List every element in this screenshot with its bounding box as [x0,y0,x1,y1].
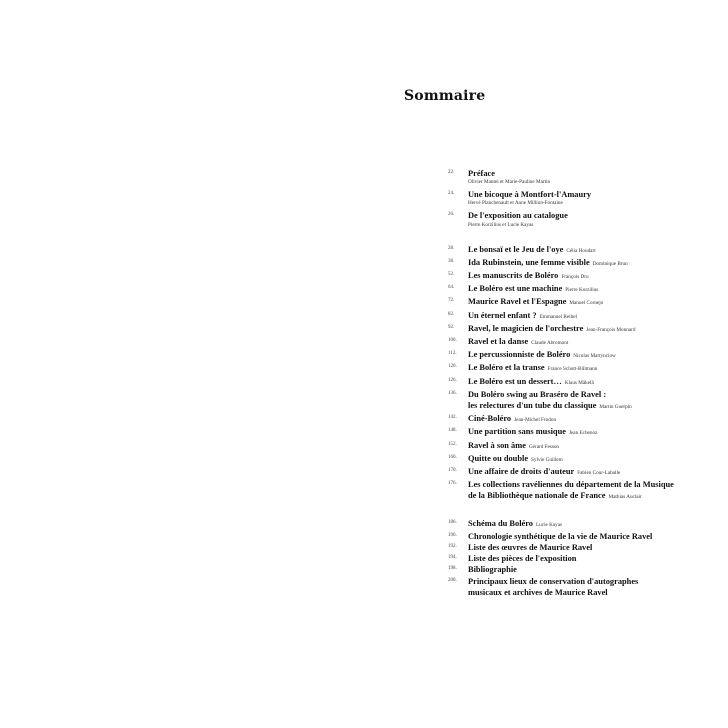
toc-entry-author: Claude Abromont [531,340,569,347]
toc-entry-title: Une affaire de droits d'auteur Fabien Cour-Laballe [468,467,621,477]
toc-entry-body [468,426,718,439]
toc-entry-title: Liste des pièces de l'exposition [468,554,577,564]
toc-entry-title: Ida Rubinstein, une femme visible Dominique Brun [468,257,628,267]
toc-entry-title: Bibliographie [468,565,517,575]
toc-entry-author: Nicolas Martynciow [573,353,616,360]
toc-entry-author: France Schott-Billmann [547,366,598,373]
toc-entry-author: Jean-Michel Frodon [514,417,557,424]
toc-entry [448,426,718,439]
toc-entry-title: Préface [468,169,495,178]
toc-entry-author: Martin Guerpin [599,404,632,411]
toc-entry [448,336,718,349]
toc-entry-body [468,336,718,349]
toc-entry-title: Le percussionniste de Boléro Nicolas Martynciow [468,350,616,360]
toc-entry [448,362,718,375]
toc-entry-author: Manuel Cornejo [569,300,604,307]
toc-entry-title: Schéma du Boléro Lucie Kayas [468,518,563,528]
toc-page-number: 38. [448,258,455,264]
toc-entry-author: Mathias Auclair [608,494,642,501]
toc-entry-body [468,349,718,362]
toc-page-number: 136. [448,390,457,396]
toc-entry-body [468,542,718,553]
toc-page-number: 190. [448,532,457,538]
toc-entry-body [468,389,718,413]
toc-entry-body [468,323,718,336]
toc-entry-title: Le Boléro est une machine Pierre Korzilius [468,284,599,294]
toc-entry-body [468,453,718,466]
toc-entry-author: Fabien Cour-Laballe [577,470,621,477]
toc-entry [448,518,718,531]
toc-entry-author: Hervé Planchenault et Anne Million-Fontaine [468,200,563,207]
toc-entry-title: Les collections ravéliennes du département de la Musique [468,480,674,490]
page-title: Sommaire [404,88,486,104]
toc-page-number: 52. [448,272,455,278]
toc-entry-body [468,362,718,375]
toc-page-number: 22. [448,170,455,175]
toc-entry-title: Du Boléro swing au Braséro de Ravel : [468,389,607,399]
toc-entry [448,466,718,479]
toc-page-number: 26. [448,212,455,218]
toc-entry-body [468,413,718,426]
toc-group-essays [448,244,718,504]
toc-entry-title: Chronologie synthétique de la vie de Maurice Ravel [468,531,653,541]
toc-entry-body [468,257,718,270]
toc-entry-body [468,270,718,283]
toc-entry [448,453,718,466]
toc-page-number: 200. [448,577,457,583]
toc-page-number: 100. [448,338,457,344]
toc-entry-body [468,553,718,564]
toc-entry-title: Une bicoque à Montfort-l'Amaury [468,190,592,200]
toc-entry-title: Le bonsaï et le Jeu de l'oye Célia Houdart [468,244,596,254]
toc-entry [448,440,718,453]
toc-entry-title: Une partition sans musique Jean Echenoz [468,427,598,437]
toc-entry-title: Ravel et la danse Claude Abromont [468,337,569,347]
toc-entry-body [468,466,718,479]
toc-entry-author: Olivier Mantei et Marie-Pauline Martin [468,179,551,186]
toc-entry-title-cont: les relectures d'un tube du classique Martin Guerpin [468,401,632,411]
toc-entry [448,376,718,389]
toc-entry [448,349,718,362]
toc-page-number: 160. [448,454,457,460]
toc-entry-body [468,531,718,542]
toc-entry [448,310,718,323]
toc-entry-body [468,479,718,503]
toc-entry [448,542,718,553]
toc-entry-title-cont: musicaux et archives de Maurice Ravel [468,587,608,597]
toc-entry-title: Un éternel enfant ? Emmanuel Reibel [468,310,577,320]
toc-entry-title: Liste des œuvres de Maurice Ravel [468,543,593,553]
toc-page-number: 148. [448,428,457,434]
toc-entry-title: Quitte ou double Sylvie Guillem [468,453,563,463]
toc-entry-author: Gérard Fesson [528,443,560,450]
toc-page-number: 82. [448,311,455,317]
toc-page-number: 198. [448,566,457,572]
toc-entry-title: Principaux lieux de conservation d'autographes [468,576,639,586]
toc-group-front-matter [448,168,718,229]
toc-entry-author: Klaus Mäkelä [564,379,594,386]
toc-page-number: 176. [448,481,457,487]
toc-entry-body [468,518,718,531]
toc-entry-author: Pierre Korzilius [565,287,599,294]
toc-page-number: 92. [448,324,455,330]
toc-entry [448,564,718,575]
toc-entry-body [468,564,718,575]
toc-entry [448,296,718,309]
toc-entry-author: François Dru [561,274,589,281]
toc-entry [448,244,718,257]
toc-entry [448,389,718,413]
toc-entry [448,576,718,598]
toc-entry-body [468,189,718,207]
toc-group-appendices [448,518,718,598]
toc-entry-body [468,440,718,453]
toc-entry-body [468,168,718,186]
toc-entry-body [468,244,718,257]
toc-entry-body [468,296,718,309]
toc-entry [448,553,718,564]
toc-entry-title: Ciné-Boléro Jean-Michel Frodon [468,414,557,424]
toc-entry-title: Maurice Ravel et l'Espagne Manuel Cornejo [468,297,604,307]
toc-entry [448,531,718,542]
toc-page-number: 28. [448,245,455,251]
toc-entry-body [468,210,718,228]
toc-entry-body [468,283,718,296]
toc-page-number: 152. [448,441,457,447]
toc-page-number: 192. [448,544,457,550]
toc-entry-author: Célia Houdart [566,247,596,254]
table-of-contents [448,168,718,598]
toc-entry-author: Sylvie Guillem [531,456,563,463]
toc-entry-author: Pierre Korzilius et Lucie Kayas [468,221,534,228]
toc-page-number: 142. [448,415,457,421]
toc-entry [448,189,718,207]
toc-entry [448,270,718,283]
toc-entry-author: Jean-François Monnard [586,326,636,333]
toc-entry [448,283,718,296]
toc-entry-title: De l'exposition au catalogue [468,211,568,221]
toc-entry-title: Ravel à son âme Gérard Fesson [468,440,560,450]
toc-page-number: 120. [448,364,457,370]
toc-entry-title: Ravel, le magicien de l'orchestre Jean-François Monnard [468,323,636,333]
toc-page-number: 72. [448,298,455,304]
toc-entry-author: Emmanuel Reibel [539,313,577,320]
toc-entry-title: Les manuscrits de Boléro François Dru [468,271,589,281]
toc-entry-author: Lucie Kayas [536,521,563,528]
toc-entry-author: Jean Echenoz [568,430,598,437]
toc-entry-title: Le Boléro et la transe France Schott-Billmann [468,363,598,373]
toc-entry-author: Dominique Brun [592,260,628,267]
toc-entry-body [468,310,718,323]
toc-entry-title-cont: de la Bibliothèque nationale de France Mathias Auclair [468,491,642,501]
toc-entry [448,257,718,270]
toc-page-number: 194. [448,555,457,561]
toc-entry [448,168,718,186]
toc-entry [448,413,718,426]
toc-entry-body [468,576,718,598]
toc-page-number: 64. [448,285,455,291]
toc-entry [448,479,718,503]
toc-page-number: 126. [448,377,457,383]
toc-entry-title: Le Boléro est un dessert… Klaus Mäkelä [468,376,594,386]
toc-entry [448,210,718,228]
toc-entry-body [468,376,718,389]
toc-page-number: 186. [448,519,457,525]
toc-page-number: 24. [448,191,455,197]
toc-entry [448,323,718,336]
toc-page-number: 112. [448,351,457,357]
toc-page-number: 170. [448,468,457,474]
